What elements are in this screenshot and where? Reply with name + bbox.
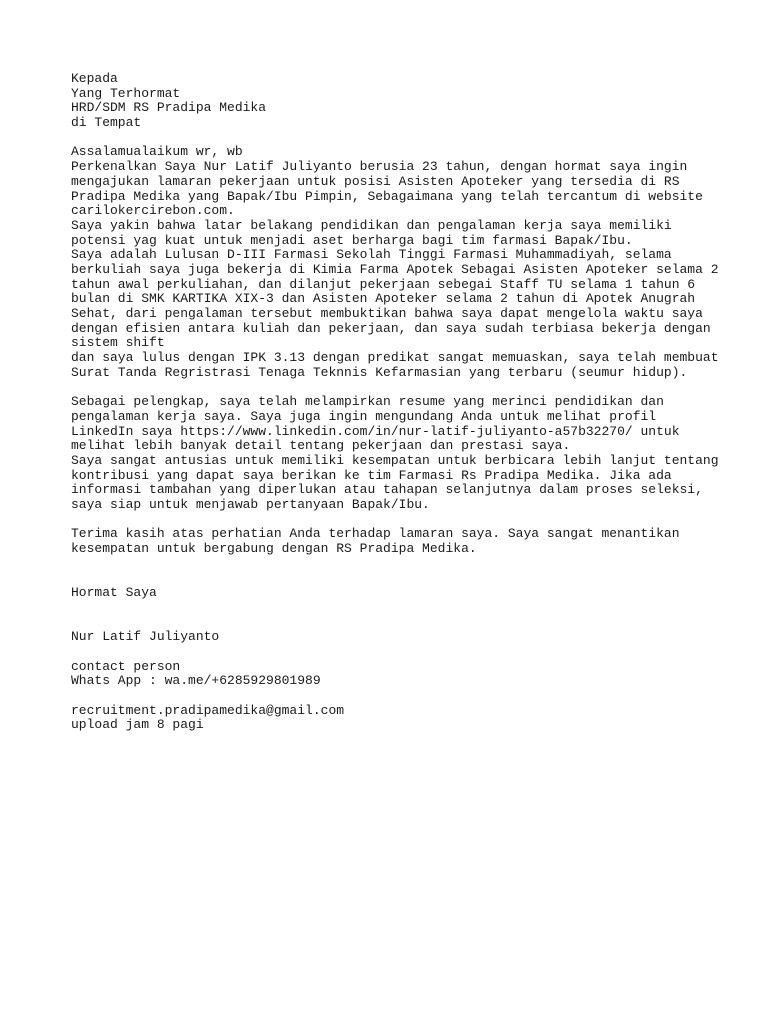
letter-line: tahun awal perkuliahan, dan dilanjut pekerjaan sebegai Staff TU selama 1 tahun 6 [71, 276, 696, 292]
letter-line: Saya yakin bahwa latar belakang pendidikan dan pengalaman kerja saya memiliki [71, 217, 672, 233]
letter-line: Hormat Saya [71, 585, 157, 601]
letter-line: Assalamualaikum wr, wb [71, 144, 243, 160]
blank-line [71, 689, 719, 704]
letter-line: saya siap untuk menjawab pertanyaan Bapak/Ibu. [71, 496, 430, 512]
letter-line: dan saya lulus dengan IPK 3.13 dengan predikat sangat memuaskan, saya telah membuat [71, 350, 719, 366]
letter-line: upload jam 8 pagi [71, 717, 204, 733]
blank-line [71, 601, 719, 616]
blank-line [71, 131, 719, 146]
letter-line: LinkedIn saya https://www.linkedin.com/in/nur-latif-juliyanto-a57b32270/ untuk [71, 423, 680, 439]
letter-line: mengajukan lamaran pekerjaan untuk posisi Asisten Apoteker yang tersedia di RS [71, 173, 680, 189]
letter-body [71, 72, 719, 733]
letter-line: Terima kasih atas perhatian Anda terhadap lamaran saya. Saya sangat menantikan [71, 526, 680, 542]
letter-line: HRD/SDM RS Pradipa Medika [71, 100, 267, 116]
letter-line: Kepada [71, 71, 118, 86]
letter-line: dengan efisien antara kuliah dan pekerjaan, dan saya sudah terbiasa bekerja dengan [71, 320, 711, 336]
letter-line: potensi yag kuat untuk menjadi aset berharga bagi tim farmasi Bapak/Ibu. [71, 232, 633, 248]
letter-line: di Tempat [71, 115, 142, 131]
letter-line: Whats App : wa.me/+6285929801989 [71, 673, 321, 689]
blank-line [71, 615, 719, 630]
letter-line: Yang Terhormat [71, 85, 181, 101]
letter-line: sistem shift [71, 335, 165, 351]
letter-line: carilokercirebon.com. [71, 203, 235, 219]
letter-line: Sebagai pelengkap, saya telah melampirkan resume yang merinci pendidikan dan [71, 394, 664, 410]
letter-line: Nur Latif Juliyanto [71, 629, 220, 645]
letter-line: kesempatan untuk bergabung dengan RS Pradipa Medika. [71, 541, 477, 556]
letter-line: Saya sangat antusias untuk memiliki kesempatan untuk berbicara lebih lanjut tentang [71, 452, 719, 468]
letter-line: Sehat, dari pengalaman tersebut membuktikan bahwa saya dapat mengelola waktu saya [71, 306, 703, 321]
blank-line [71, 557, 719, 572]
letter-line: kontribusi yang dapat saya berikan ke tim Farmasi Rs Pradipa Medika. Jika ada [71, 467, 672, 483]
blank-line [71, 645, 719, 660]
blank-line [71, 513, 719, 528]
letter-line: Perkenalkan Saya Nur Latif Juliyanto berusia 23 tahun, dengan hormat saya ingin [71, 159, 688, 175]
letter-line: berkuliah saya juga bekerja di Kimia Farma Apotek Sebagai Asisten Apoteker selama 2 [71, 261, 719, 277]
letter-line: Saya adalah Lulusan D-III Farmasi Sekolah Tinggi Farmasi Muhammadiyah, selama [71, 247, 672, 263]
letter-line: Surat Tanda Regristrasi Tenaga Teknnis Kefarmasian yang terbaru (seumur hidup). [71, 364, 688, 380]
letter-line: bulan di SMK KARTIKA XIX-3 dan Asisten Apoteker selama 2 tahun di Apotek Anugrah [71, 291, 696, 307]
letter-line: recruitment.pradipamedika@gmail.com [71, 702, 345, 718]
letter-line: Pradipa Medika yang Bapak/Ibu Pimpin, Sebagaimana yang telah tercantum di website [71, 188, 703, 204]
letter-line: pengalaman kerja saya. Saya juga ingin mengundang Anda untuk melihat profil [71, 408, 657, 424]
letter-line: melihat lebih banyak detail tentang pekerjaan dan prestasi saya. [71, 438, 571, 454]
blank-line [71, 380, 719, 395]
letter-line: contact person [71, 658, 181, 674]
blank-line [71, 571, 719, 586]
letter-line: informasi tambahan yang diperlukan atau tahapan selanjutnya dalam proses seleksi, [71, 482, 703, 498]
